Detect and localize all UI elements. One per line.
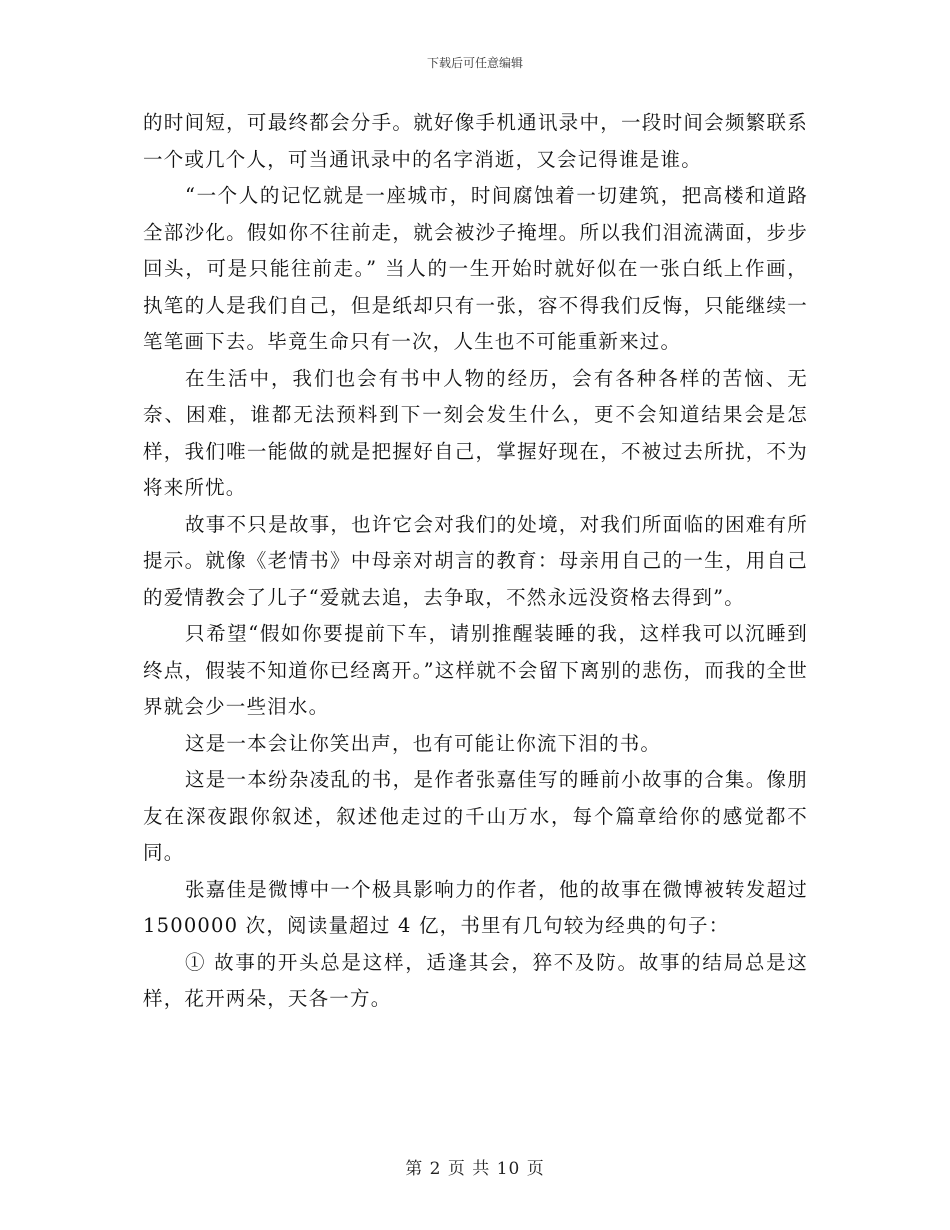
paragraph-1: 的时间短，可最终都会分手。就好像手机通讯录中，一段时间会频繁联系一个或几个人，可当通讯录中的名字消逝，又会记得谁是谁。 (143, 111, 808, 171)
paragraph-2: “一个人的记忆就是一座城市，时间腐蚀着一切建筑，把高楼和道路全部沙化。假如你不往前走，就会被沙子掩埋。所以我们泪流满面，步步回头，可是只能往前走。” 当人的一生开始时就好似在一张白纸上作画，执笔的人是我们自己，但是纸却只有一张，容不得我们反悔，只能继续一笔笔画下去。毕竟生命只有一次，人生也不可能重新来过。 (143, 184, 808, 353)
paragraph-8: 张嘉佳是微博中一个极具影响力的作者，他的故事在微博被转发超过 1500000 次，阅读量超过 4 亿，书里有几句较为经典的句子： (143, 877, 808, 937)
paragraph-7: 这是一本纷杂凌乱的书，是作者张嘉佳写的睡前小故事的合集。像朋友在深夜跟你叙述，叙述他走过的千山万水，每个篇章给你的感觉都不同。 (143, 768, 808, 864)
paragraph-4: 故事不只是故事，也许它会对我们的处境，对我们所面临的困难有所提示。就像《老情书》中母亲对胡言的教育：母亲用自己的一生，用自己的爱情教会了儿子“爱就去追，去争取，不然永远没资格去得到”。 (143, 512, 808, 609)
page-number-footer: 第 2 页 共 10 页 (405, 1159, 545, 1179)
paragraph-9: ① 故事的开头总是这样，适逢其会，猝不及防。故事的结局总是这样，花开两朵，天各一方。 (143, 950, 808, 1010)
page-header: 下载后可任意编辑 (426, 56, 523, 70)
paragraph-3: 在生活中，我们也会有书中人物的经历，会有各种各样的苦恼、无奈、困难，谁都无法预料到下一刻会发生什么，更不会知道结果会是怎样，我们唯一能做的就是把握好自己，掌握好现在，不被过去所扰，不为将来所忧。 (143, 366, 808, 499)
paragraph-5: 只希望“假如你要提前下车，请别推醒装睡的我，这样我可以沉睡到终点，假装不知道你已经离开。”这样就不会留下离别的悲伤，而我的全世界就会少一些泪水。 (143, 622, 808, 718)
paragraph-6: 这是一本会让你笑出声，也有可能让你流下泪的书。 (185, 731, 662, 755)
document-body (143, 105, 808, 1018)
